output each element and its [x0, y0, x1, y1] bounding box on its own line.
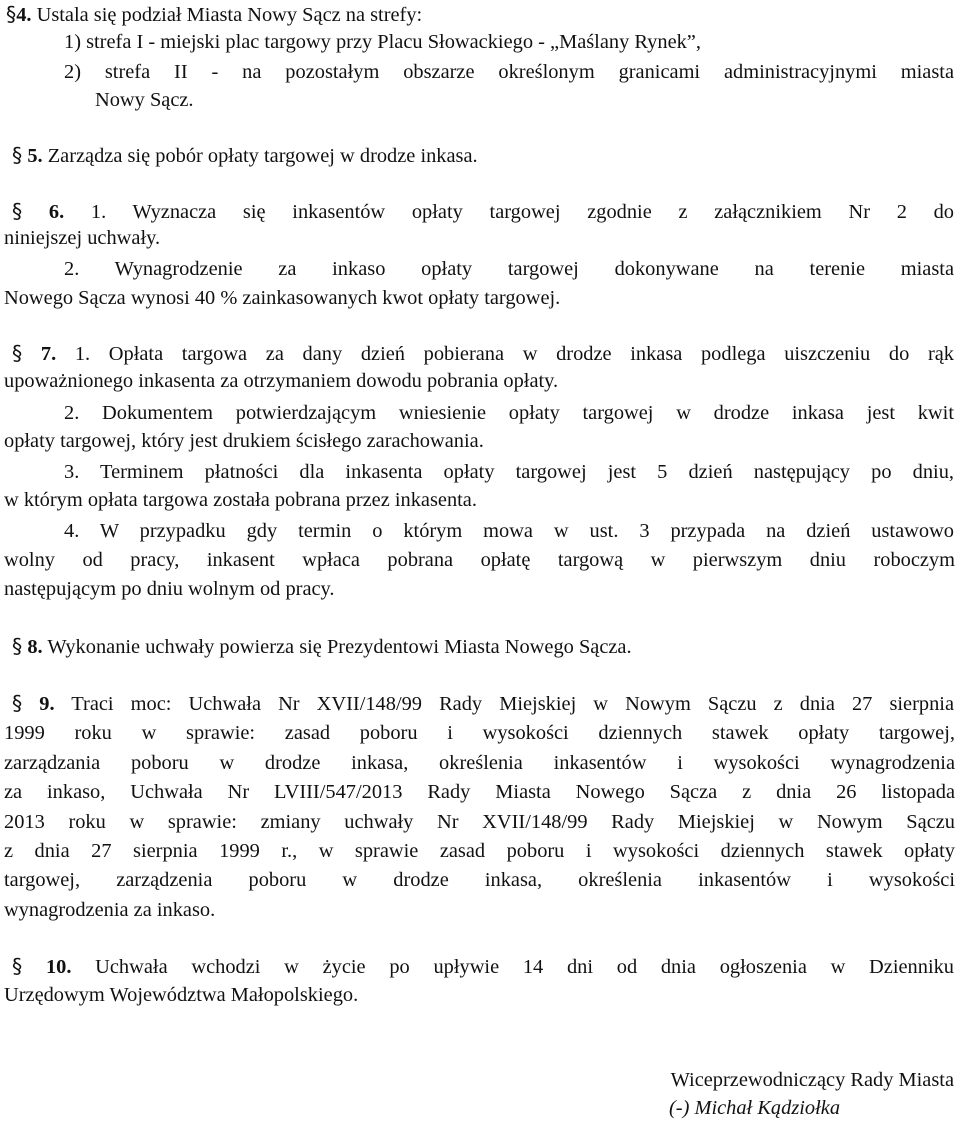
section-sign: §	[12, 954, 23, 978]
section-6-para-1-line-2: niniejszej uchwały.	[4, 227, 161, 249]
section-6-para-1-text: 1. Wyznacza się inkasentów opłaty targowej zgodnie z załącznikiem Nr 2 do	[64, 201, 954, 223]
signature-name: (-) Michał Kądziołka	[669, 1097, 841, 1119]
section-7-para-4-line-1: 4. W przypadku gdy termin o którym mowa w ust. 3 przypada na dzień ustawowo	[64, 520, 954, 542]
section-10-line-2: Urzędowym Województwa Małopolskiego.	[4, 984, 359, 1006]
section-7-number: 7.	[40, 343, 57, 365]
section-7-para-4-line-3: następującym po dniu wolnym od pracy.	[4, 578, 335, 600]
section-6-para-2-line-2: Nowego Sącza wynosi 40 % zainkasowanych kwot opłaty targowej.	[4, 287, 561, 309]
section-7-para-3-line-1: 3. Terminem płatności dla inkasenta opłaty targowej jest 5 dzień następujący po dniu,	[64, 461, 954, 483]
section-10-number: 10.	[45, 956, 72, 978]
section-7-para-2-line-2: opłaty targowej, który jest drukiem ścisłego zarachowania.	[4, 430, 484, 452]
section-9-line-7: targowej, zarządzenia poboru w drodze inkasa, określenia inkasentów i wysokości	[4, 869, 955, 891]
section-5	[12, 143, 478, 168]
section-7-para-4-line-2: wolny od pracy, inkasent wpłaca pobrana opłatę targową w pierwszym dniu roboczym	[4, 549, 955, 571]
section-9-line-6: z dnia 27 sierpnia 1999 r., w sprawie zasad poboru i wysokości dziennych stawek opłaty	[4, 840, 955, 862]
section-10-text: Uchwała wchodzi w życie po upływie 14 dni od dnia ogłoszenia w Dzienniku	[71, 956, 954, 978]
section-6-para-2-line-1: 2. Wynagrodzenie za inkaso opłaty targowej dokonywane na terenie miasta	[64, 258, 954, 280]
section-9-line-2: 1999 roku w sprawie: zasad poboru i wysokości dziennych stawek opłaty targowej,	[4, 722, 955, 744]
section-4-item-2: 2) strefa II - na pozostałym obszarze określonym granicami administracyjnymi miasta	[64, 61, 954, 83]
section-7-para-3-line-2: w którym opłata targowa została pobrana przez inkasenta.	[4, 489, 477, 511]
section-9-line-5: 2013 roku w sprawie: zmiany uchwały Nr XVII/148/99 Rady Miejskiej w Nowym Sączu	[4, 811, 955, 833]
section-7-para-1-line-2: upoważnionego inkasenta za otrzymaniem dowodu pobrania opłaty.	[4, 370, 559, 392]
section-10-line-1	[12, 954, 954, 979]
section-7-para-2-line-1: 2. Dokumentem potwierdzającym wniesienie opłaty targowej w drodze inkasa jest kwit	[64, 402, 954, 424]
section-4-text: Ustala się podział Miasta Nowy Sącz na strefy:	[31, 4, 423, 26]
section-6-number: 6.	[48, 201, 65, 223]
section-4-number: 4.	[16, 4, 32, 26]
section-sign: §	[12, 199, 23, 223]
section-4-item-2-continued: Nowy Sącz.	[95, 89, 194, 111]
section-sign: §	[12, 691, 23, 715]
section-9-line-1	[12, 691, 954, 716]
section-9-text: Traci moc: Uchwała Nr XVII/148/99 Rady Miejskiej w Nowym Sączu z dnia 27 sierpnia	[54, 693, 954, 715]
section-sign: §	[12, 634, 23, 658]
section-9-number: 9.	[39, 693, 55, 715]
section-5-text: Zarządza się pobór opłaty targowej w drodze inkasa.	[42, 145, 478, 167]
section-9-line-3: zarządzania poboru w drodze inkasa, określenia inkasentów i wysokości wynagrodzenia	[4, 752, 955, 774]
section-9-line-8: wynagrodzenia za inkaso.	[4, 899, 216, 921]
section-8	[12, 634, 632, 659]
section-7-para-1-line-1	[12, 341, 954, 366]
section-9-line-4: za inkaso, Uchwała Nr LVIII/547/2013 Rady Miasta Nowego Sącza z dnia 26 listopada	[4, 781, 955, 803]
section-sign: §	[6, 2, 17, 26]
section-4-heading	[6, 2, 422, 27]
section-7-para-1-text: 1. Opłata targowa za dany dzień pobierana w drodze inkasa podlega uiszczeniu do rąk	[56, 343, 954, 365]
section-8-text: Wykonanie uchwały powierza się Prezydentowi Miasta Nowego Sącza.	[42, 636, 632, 658]
section-8-number: 8.	[27, 636, 43, 658]
section-5-number: 5.	[27, 145, 43, 167]
section-4-item-1: 1) strefa I - miejski plac targowy przy Placu Słowackiego - „Maślany Rynek”,	[64, 31, 701, 53]
section-sign: §	[12, 341, 23, 365]
signature-title: Wiceprzewodniczący Rady Miasta	[670, 1069, 954, 1091]
section-6-para-1-line-1	[12, 199, 954, 224]
section-sign: §	[12, 143, 23, 167]
